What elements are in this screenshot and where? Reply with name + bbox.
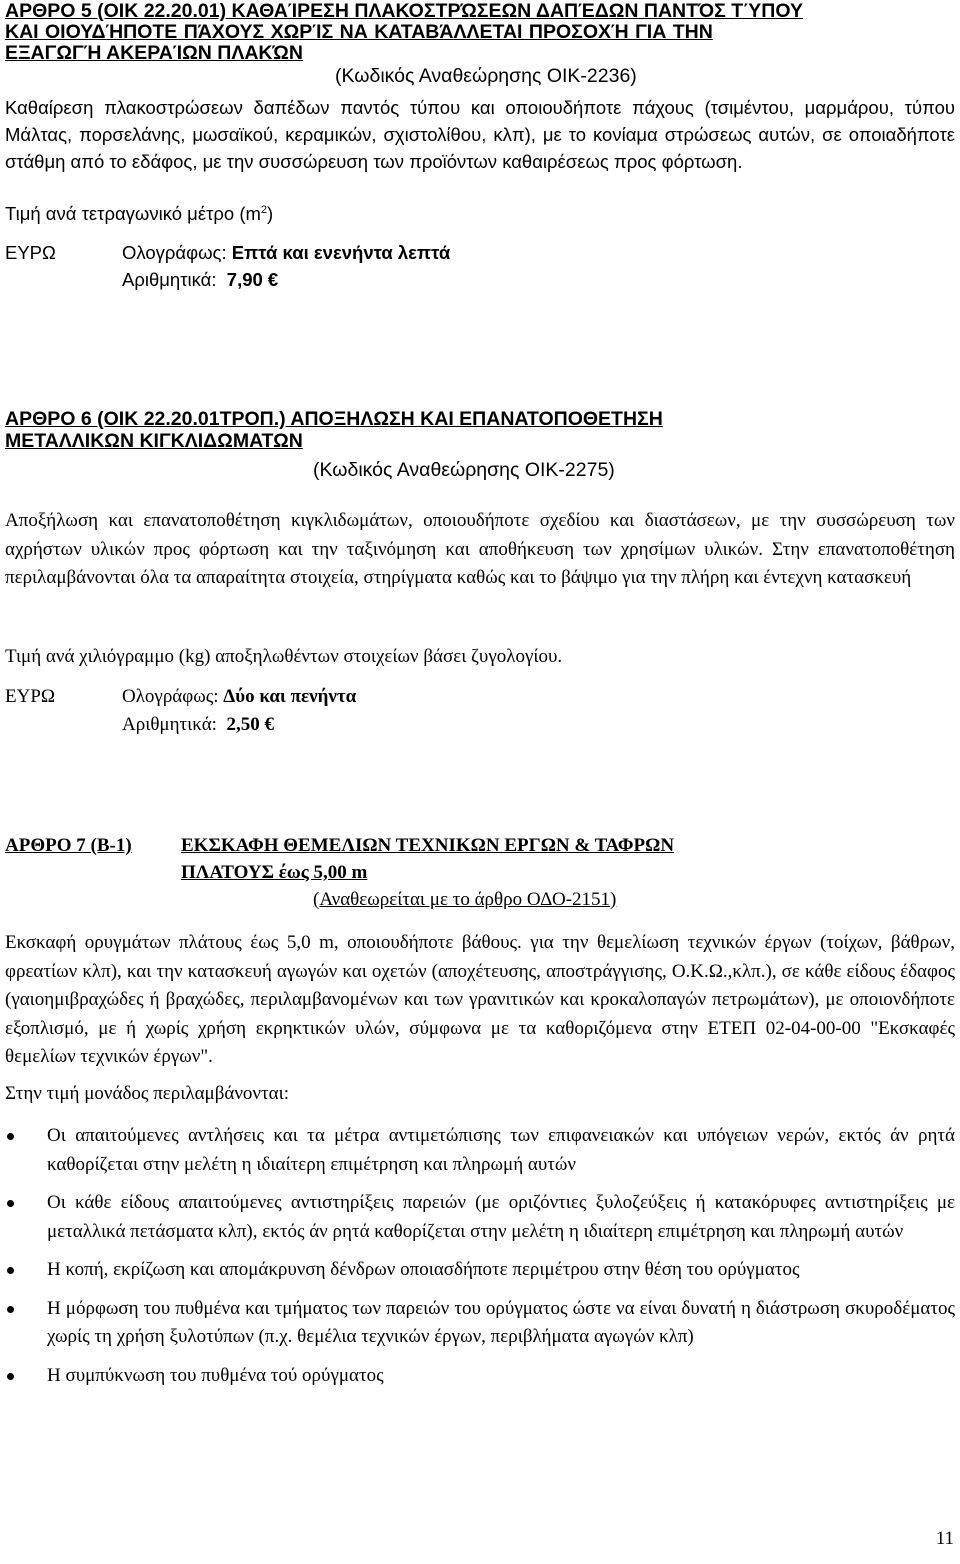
article-6-body: Αποξήλωση και επανατοποθέτηση κιγκλιδωμάτων, οποιουδήποτε σχεδίου και διαστάσεων, με την συσσώρευση των αχρήστων υλικών προς φόρτωση και την ταξινόμηση και αποθήκευση των χρησίμων υλικών. Στην επανατοποθέτηση περιλαμβάνονται όλα τα απαραίτητα στοιχεία, στηρίγματα καθώς και το βάψιμο για την πλήρη και έντεχνη κατασκευή: [5, 510, 955, 588]
article-5-unit-label: [5, 197, 955, 227]
list-item: [5, 1189, 955, 1246]
article-5-body: Καθαίρεση πλακοστρώσεων δαπέδων παντός τύπου και οποιουδήποτε πάχους (τσιμέντου, μαρμάρου, τύπου Μάλτας, πορσελάνης, μωσαϊκού, κεραμικών, σχιστολίθου, κλπ), με το κονίαμα στρώσεως αυτών, σε οποιαδήποτε στάθμη από το εδάφος, με την συσσώρευση των προϊόντων καθαιρέσεως προς φόρτωση.: [5, 97, 955, 172]
numeric-label: Αριθμητικά:: [122, 714, 217, 736]
price-in-words: Δύο και πενήντα: [223, 686, 357, 708]
list-item-text: Οι απαιτούμενες αντλήσεις και τα μέτρα αντιμετώπισης των επιφανειακών και υπόγειων νερών, εκτός άν ρητά καθορίζεται στην μελέτη η ιδιαίτερη επιμέτρηση και πληρωμή αυτών: [47, 1125, 955, 1175]
article-7-bullet-list: [5, 1122, 955, 1390]
article-6-code: (Κωδικός Αναθεώρησης ΟΙΚ-2275): [313, 459, 615, 481]
article-6-price: [5, 683, 955, 739]
price-in-words: Επτά και ενενήντα λεπτά: [231, 242, 451, 264]
price-numeric: 7,90 €: [226, 269, 279, 291]
article-5-title: [5, 1, 955, 64]
unit-close: ): [267, 203, 274, 225]
article-7-title-line-1: ΕΚΣΚΑΦΗ ΘΕΜΕΛΙΩΝ ΤΕΧΝΙΚΩΝ ΕΡΓΩΝ & ΤΑΦΡΩΝ: [181, 835, 675, 856]
numeric-label: Αριθμητικά:: [122, 269, 217, 291]
article-7-title-line-2: ΠΛΑΤΟΥΣ έως 5,00 m: [181, 862, 368, 883]
list-item-text: Η κοπή, εκρίζωση και απομάκρυνση δένδρων οποιασδήποτε περιμέτρου στην θέση του ορύγματος: [47, 1259, 800, 1281]
words-label: Ολογράφως:: [122, 242, 227, 264]
price-numeric: 2,50 €: [226, 714, 274, 736]
article-7-body: Εκσκαφή ορυγμάτων πλάτους έως 5,0 m, οποιουδήποτε βάθους. για την θεμελίωση τεχνικών έργων (τοίχων, βάθρων, φρεατίων κλπ), και την κατασκευή αγωγών και οχετών (αποχέτευσης, αποστράγγισης, Ο.Κ.Ω.,κλπ.), σε κάθε είδους έδαφος (γαιοημιβραχώδες ή βραχώδες, περιλαμβανομένων και των γρανιτικών και κροκαλοπαγών πετρωμάτων), με οποιονδήποτε εξοπλισμό, με ή χωρίς χρήση εκρηκτικών υλών, σύμφωνα με τα καθοριζόμενα στην ΕΤΕΠ 02-04-00-00 "Εκσκαφές θεμελίων τεχνικών έργων".: [5, 932, 955, 1067]
list-item: [5, 1122, 955, 1179]
article-6-title-line-2: ΜΕΤΑΛΛΙΚΩΝ ΚΙΓΚΛΙΔΩΜΑΤΩΝ: [5, 430, 303, 452]
article-5-title-line-1: ΑΡΘΡΟ 5 (ΟΙΚ 22.20.01) ΚΑΘΑΊΡΕΣΗ ΠΛΑΚΟΣΤΡΏΣΕΩΝ ΔΑΠΈΔΩΝ ΠΑΝΤΌΣ ΤΎΠΟΥ: [5, 0, 803, 22]
article-7-code: (Αναθεωρείται με το άρθρο ΟΔΟ-2151): [313, 889, 617, 910]
currency-label: ΕΥΡΩ: [5, 686, 56, 708]
page-number: 11: [935, 1528, 954, 1549]
list-item: [5, 1295, 955, 1352]
list-item-text: Η συμπύκνωση του πυθμένα τού ορύγματος: [47, 1364, 384, 1386]
unit-superscript: 2: [260, 204, 268, 216]
bullet-icon: [7, 1133, 14, 1140]
words-label: Ολογράφως:: [122, 686, 219, 708]
list-item: [5, 1256, 955, 1285]
article-6-title: [5, 408, 955, 452]
bullet-icon: [7, 1267, 14, 1274]
list-item-text: Οι κάθε είδους απαιτούμενες αντιστηρίξεις παρειών (με οριζόντιες ξυλοζεύξεις ή κατακόρυφες αντιστηρίξεις με μεταλλικά πετάσματα κλπ), εκτός άν ρητά καθορίζεται στην μελέτη η ιδιαίτερη επιμέτρηση και πληρωμή αυτών: [47, 1192, 955, 1242]
currency-label: ΕΥΡΩ: [5, 242, 56, 264]
article-5-title-line-2: ΚΑΙ ΟΙΟΥΔΉΠΟΤΕ ΠΆΧΟΥΣ ΧΩΡΊΣ ΝΑ ΚΑΤΑΒΆΛΛΕΤΑΙ ΠΡΟΣΟΧΉ ΓΙΑ ΤΗΝ: [5, 21, 713, 43]
article-7-includes-label: Στην τιμή μονάδος περιλαμβάνονται:: [5, 1082, 290, 1104]
list-item: [5, 1362, 955, 1391]
article-5-price: [5, 239, 955, 293]
list-item-text: Η μόρφωση του πυθμένα και τμήματος των παρειών του ορύγματος ώστε να είναι δυνατή η διάστρωση σκυροδέματος χωρίς τη χρήση ξυλοτύπων (π.χ. θεμέλια τεχνικών έργων, περιβλήματα αγωγών κλπ): [47, 1297, 955, 1348]
bullet-icon: [7, 1200, 14, 1207]
bullet-icon: [7, 1373, 14, 1380]
article-7-number: ΑΡΘΡΟ 7 (Β-1): [5, 835, 132, 856]
article-5: [5, 1, 955, 293]
article-5-code: (Κωδικός Αναθεώρησης ΟΙΚ-2236): [335, 65, 637, 87]
article-6: [5, 408, 955, 739]
article-7-title: [5, 832, 955, 913]
article-6-title-line-1: ΑΡΘΡΟ 6 (ΟΙΚ 22.20.01ΤΡΟΠ.) ΑΠΟΞΗΛΩΣΗ ΚΑΙ ΕΠΑΝΑΤΟΠΟΘΕΤΗΣΗ: [5, 408, 663, 430]
bullet-icon: [7, 1306, 14, 1313]
unit-label-text: Τιμή ανά τετραγωνικό μέτρο (m: [5, 203, 261, 225]
article-6-unit-label: Τιμή ανά χιλιόγραμμο (kg) αποξηλωθέντων στοιχείων βάσει ζυγολογίου.: [5, 645, 563, 667]
article-5-title-line-3: ΕΞΑΓΩΓΉ ΑΚΕΡΑΊΩΝ ΠΛΑΚΏΝ: [5, 42, 303, 64]
article-7: [5, 832, 955, 1390]
